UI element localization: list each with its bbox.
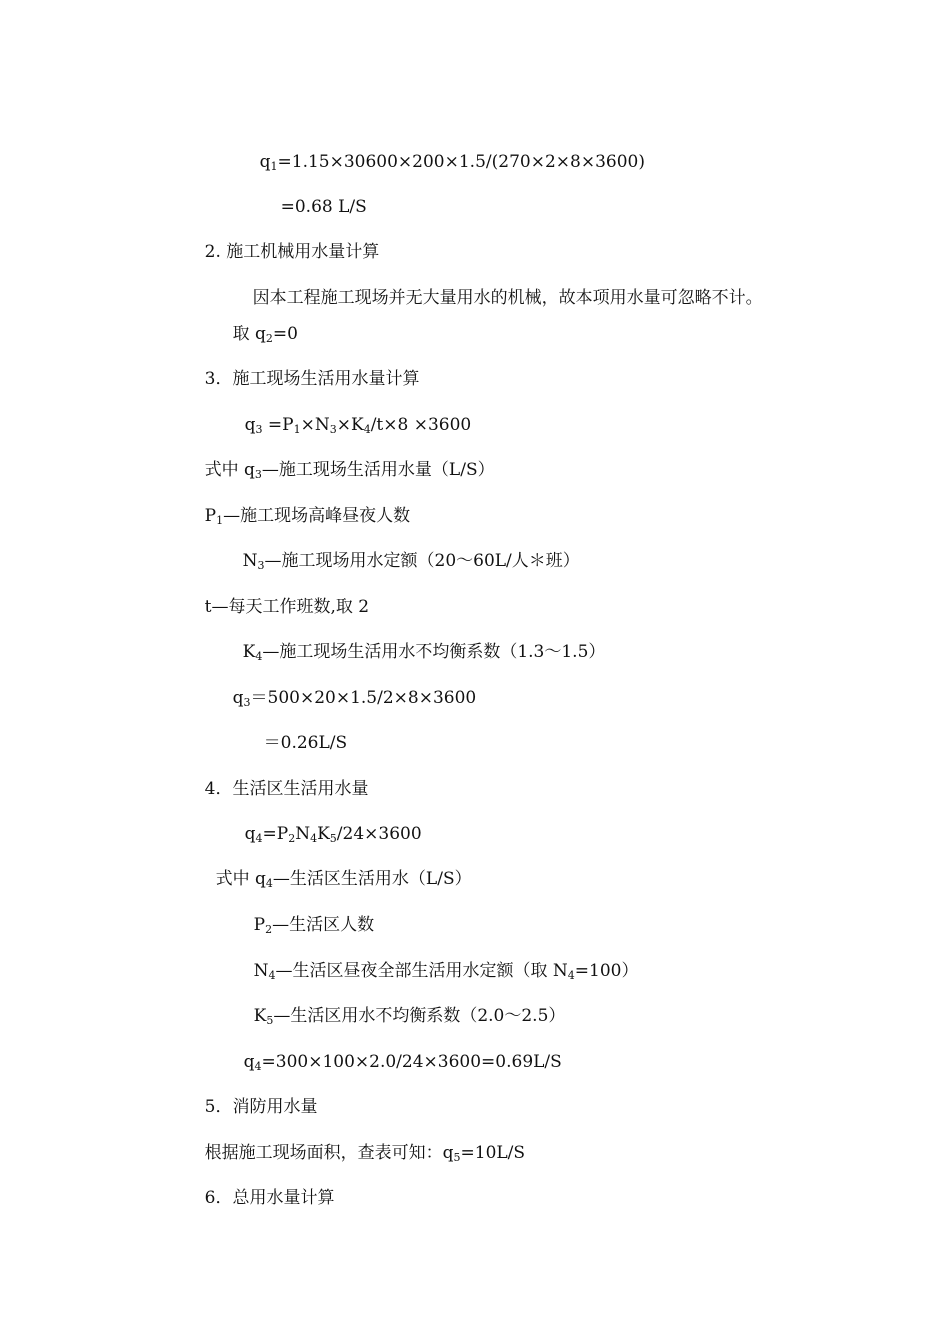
definition-n3: $N_3—$施工现场用水定额（20～60L/人＊班） — [242, 551, 580, 572]
definition-p1: $P_1—$施工现场高峰昼夜人数 — [204, 506, 411, 527]
paragraph-machinery: 因本工程施工现场并无大量用水的机械，故本项用水量可忽略不计。 — [252, 288, 763, 308]
calculation-q3: $q_3=500\times 20\times 1.5/2\times 8\times 3600$ — [232, 688, 477, 709]
section-heading-6: 6．总用水量计算 — [204, 1188, 335, 1208]
definition-n4: $N_4—$生活区昼夜全部生活用水定额（取 $N_4=100$） — [253, 961, 639, 982]
section-heading-3: 3．施工现场生活用水量计算 — [204, 369, 420, 389]
formula-q3: $q_3 =P_1\times N_3\times K_4/t\times 8 \times 3600$ — [244, 415, 472, 436]
section-heading-4: 4．生活区生活用水量 — [204, 779, 369, 799]
formula-q4: $q_4=P_2N_4K_5/24\times 3600$ — [244, 824, 422, 845]
formula-q1: $q_1=1.15\times 30600\times 200\times 1.5/(270\times 2\times 8\times 3600)$ — [259, 152, 645, 173]
value-q2: 取 $q_2=0$ — [232, 324, 298, 345]
section-heading-2: 2. 施工机械用水量计算 — [204, 242, 380, 262]
definition-p2: $P_2—$生活区人数 — [253, 915, 375, 936]
definition-q4: 式中 $q_4—$生活区生活用水（L/S） — [215, 869, 472, 890]
definition-k5: $K_5—$生活区用水不均衡系数（2.0～2.5） — [253, 1006, 566, 1027]
result-q3: ＝0.26L/S — [263, 733, 348, 753]
definition-k4: $K_4—$施工现场生活用水不均衡系数（1.3～1.5） — [242, 642, 606, 663]
calculation-q4: $q_4=300\times 100\times 2.0/24\times 3600=0.69L/S$ — [243, 1052, 562, 1073]
section-heading-5: 5．消防用水量 — [204, 1097, 318, 1117]
definition-q3: 式中 $q_3—$施工现场生活用水量（L/S） — [204, 460, 495, 481]
result-q1: =0.68 L/S — [280, 197, 367, 217]
value-q5: 根据施工现场面积，查表可知：$q_5=10L/S$ — [204, 1143, 526, 1164]
definition-t: t—每天工作班数,取 2 — [204, 597, 370, 617]
